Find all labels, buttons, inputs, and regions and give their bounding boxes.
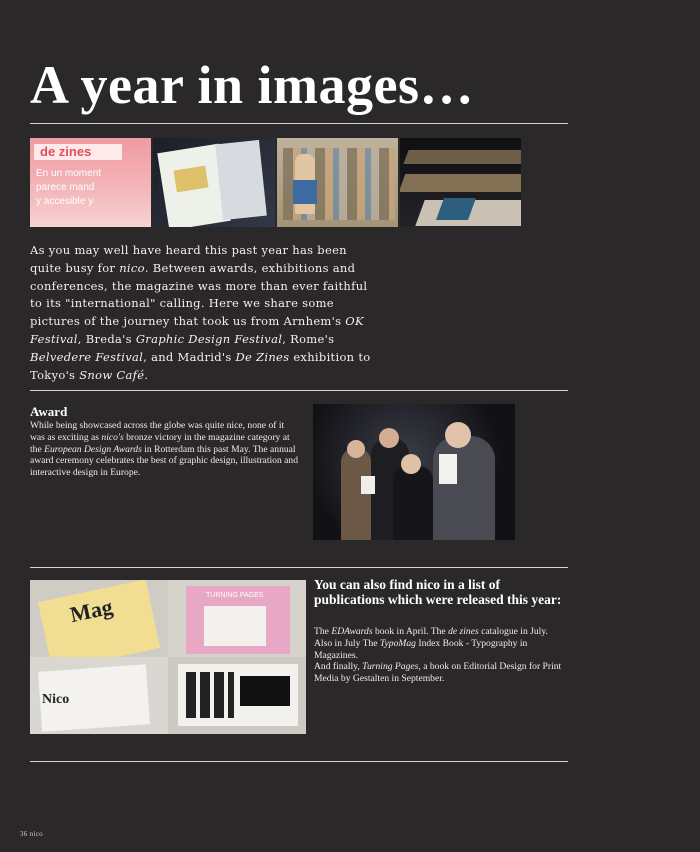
- page-folio: 36 nico: [20, 830, 43, 838]
- intro-paragraph: As you may well have heard this past year has been quite busy for nico. Between awards, exhibitions and conferences, the magazine was more than ever faithful to its "international" calling. Here we share some pictures of the journey that took us from Arnhem's OK Festival, Breda's Graphic Design Festival, Rome's Belvedere Festival, and Madrid's De Zines exhibition to Tokyo's Snow Café.: [30, 243, 371, 382]
- sign-line: En un moment: [36, 168, 102, 179]
- award-text: While being showcased across the globe was quite nice, none of it was as exciting as nico's bronze victory in the magazine category at the European Design Awards in Rotterdam this past May. The annual award ceremony celebrates the best of graphic design, illustration and interactive design in Europe.: [30, 420, 298, 479]
- photo-strip: [30, 138, 521, 227]
- book-cover-title: Mag: [67, 593, 115, 628]
- book-cover-title: TURNING PAGES: [206, 592, 264, 599]
- award-ceremony-photo: [313, 404, 515, 540]
- publications-heading: You can also find nico in a list of publications which were released this year:: [314, 577, 562, 607]
- section-rule: [30, 567, 568, 568]
- exhibition-visitor-photo: [277, 138, 398, 227]
- magazine-spread-photo: [153, 138, 274, 227]
- award-heading: Award: [30, 404, 68, 419]
- book-cover-title: Nico: [42, 692, 70, 707]
- section-rule: [30, 390, 568, 391]
- de-zines-sign-photo: [30, 138, 151, 227]
- sign-line: y accesible y: [36, 196, 94, 207]
- publications-text: The EDAwards book in April. The de zines catalogue in July. Also in July The TypoMag Index Book - Typography in Magazines. And finally, Turning Pages, a book on Editorial Design for Print Media by Gestalten in September.: [314, 626, 562, 685]
- sign-title: de zines: [40, 144, 92, 159]
- publications-photo: [30, 580, 306, 734]
- section-rule: [30, 761, 568, 762]
- page-title: A year in images…: [30, 55, 474, 115]
- title-rule: [30, 123, 568, 124]
- magazine-table-display-photo: [400, 138, 521, 227]
- sign-line: parece mand: [36, 182, 95, 193]
